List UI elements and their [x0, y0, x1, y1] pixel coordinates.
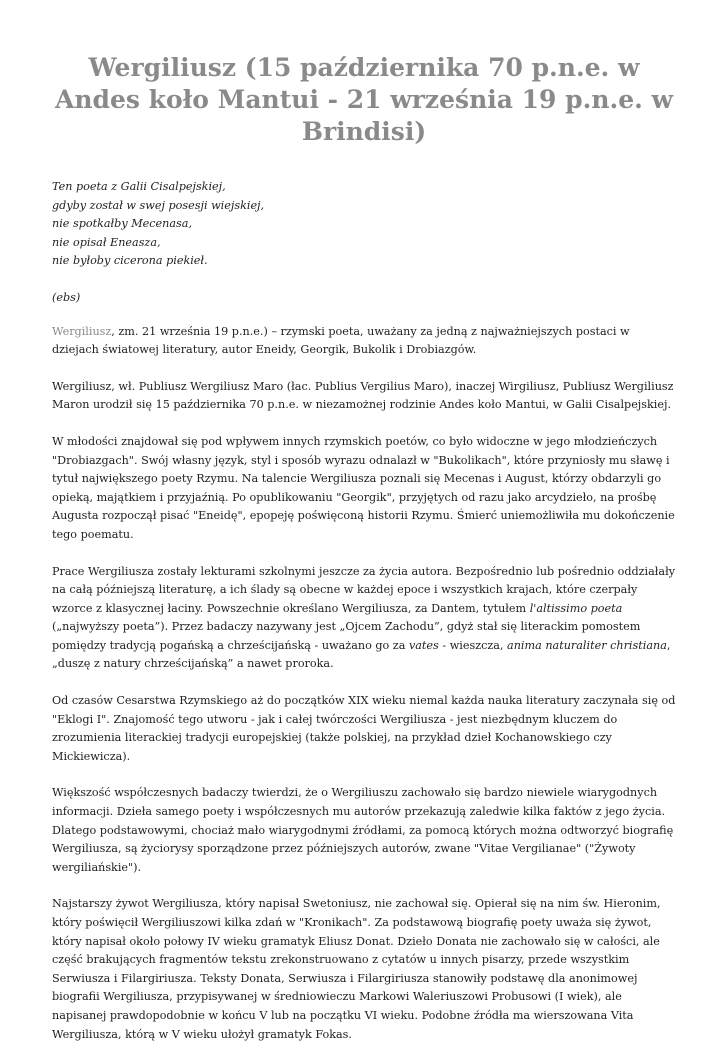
paragraph-text: („najwyższy poeta”). Przez badaczy nazywany jest „Ojcem Zachodu”, gdyż stał się literackim pomostem pomiędzy tradycją pogańską a chrześcijańską - uważano go za	[52, 620, 641, 652]
verse-line: nie opisał Eneasza,	[52, 235, 161, 249]
paragraph-biographies: Najstarszy żywot Wergiliusza, który napisał Swetoniusz, nie zachował się. Opierał się na nim św. Hieronim, który poświęcił Wergiliuszowi kilka zdań w "Kronikach". Za podstawową biografię poety uważa się żywot, który napisał około połowy IV wieku gramatyk Eliusz Donat. Dzieło Donata nie zachowało się w całości, ale część brakujących fragmentów tekstu zrekonstruowano z cytatów u innych pisarzy, przede wszystkim Serwiusza i Filargiriusza. Teksty Donata, Serwiusza i Filargiriusza stanowiły podstawę dla anonimowej biografii Wergiliusza, przypisywanej w średniowieczu Markowi Waleriuszowi Probusowi (I wiek), ale napisanej prawdopodobnie w końcu V lub na początku VI wieku. Podobne źródła ma wierszowana Vita Wergiliusza, którą w V wieku ułożył gramatyk Fokas.	[52, 897, 661, 1041]
document-page	[52, 52, 676, 1062]
verse-line: Ten poeta z Galii Cisalpejskiej,	[52, 180, 226, 193]
paragraph-text: , „duszę z natury chrześcijańską” a nawet proroka.	[52, 638, 671, 671]
paragraph-legacy	[52, 563, 676, 675]
page-title: Wergiliusz (15 października 70 p.n.e. w Andes koło Mantui - 21 września 19 p.n.e. w Brindisi)	[54, 53, 674, 146]
paragraph-youth: W młodości znajdował się pod wpływem innych rzymskich poetów, co było widoczne w jego młodzieńczych "Drobiazgach". Swój własny język, styl i sposób wyrazu odnalazł w "Bukolikach", które przyniosły mu sławę i tytuł największego poety Rzymu. Na talencie Wergiliusza poznali się Mecenas i August, którzy obdarzyli go opieką, majątkiem i przyjaźnią. Po opublikowaniu "Georgik", przyjętych od razu jako arcydzieło, na prośbę Augusta rozpoczął pisać "Eneidę", epopeję poświęconą historii Rzymu. Śmierć uniemożliwiła mu dokończenie tego poematu.	[52, 434, 675, 541]
paragraph-text: Prace Wergiliusza zostały lekturami szkolnymi jeszcze za życia autora. Bezpośrednio lub pośrednio oddziałały na całą późniejszą literaturę, a ich ślady są obecne w każdej epoce i wszystkich krajach, które czerpały wzorce z klasycznej łaciny. Powszechnie określano Wergiliusza, za Dantem, tytułem	[52, 564, 676, 615]
italic-phrase: vates	[408, 638, 439, 652]
paragraph-birth: Wergiliusz, wł. Publiusz Wergiliusz Maro (łac. Publius Vergilius Maro), inaczej Wirgiliusz, Publiusz Wergiliusz Maron urodził się 15 października 70 p.n.e. w niezamożnej rodzinie Andes koło Mantui, w Galii Cisalpejskiej.	[52, 379, 674, 412]
paragraph-text: - wieszcza,	[438, 638, 508, 652]
verse-line: gdyby został w swej posesji wiejskiej,	[52, 198, 265, 212]
italic-phrase: l'altissimo poeta	[529, 601, 623, 615]
lead-word: Wergiliusz	[52, 324, 112, 338]
paragraph-eclogue: Od czasów Cesarstwa Rzymskiego aż do początków XIX wieku niemal każda nauka literatury zaczynała się od "Eklogi I". Znajomość tego utworu - jak i całej twórczości Wergiliusza - jest niezbędnym kluczem do zrozumienia literackiej tradycji europejskiej (także polskiej, na przykład dzieł Kochanowskiego czy Mickiewicza).	[52, 694, 676, 763]
paragraph-text: , zm. 21 września 19 p.n.e.) – rzymski poeta, uważany za jedną z najważniejszych postaci w dziejach światowej literatury, autor Eneidy, Georgik, Bukolik i Drobiazgów.	[52, 324, 630, 357]
italic-phrase: anima naturaliter christiana	[507, 638, 667, 652]
paragraph-sources: Większość współczesnych badaczy twierdzi, że o Wergiliuszu zachowało się bardzo niewiele wiarygodnych informacji. Dzieła samego poety i współczesnych mu autorów przekazują zaledwie kilka faktów z jego życia. Dlatego podstawowymi, chociaż mało wiarygodnymi źródłami, za pomocą których można odtworzyć biografię Wergiliusza, są życiorysy sporządzone przez późniejszych autorów, zwane "Vitae Vergilianae" ("Żywoty wergiliańskie").	[52, 786, 674, 874]
verse-line: nie spotkałby Mecenasa,	[52, 217, 193, 231]
verse-line: nie byłoby cicerona piekieł.	[52, 254, 208, 268]
epigram-verse	[52, 178, 676, 271]
paragraph-intro	[52, 323, 676, 360]
author-signature: (ebs)	[52, 290, 81, 304]
